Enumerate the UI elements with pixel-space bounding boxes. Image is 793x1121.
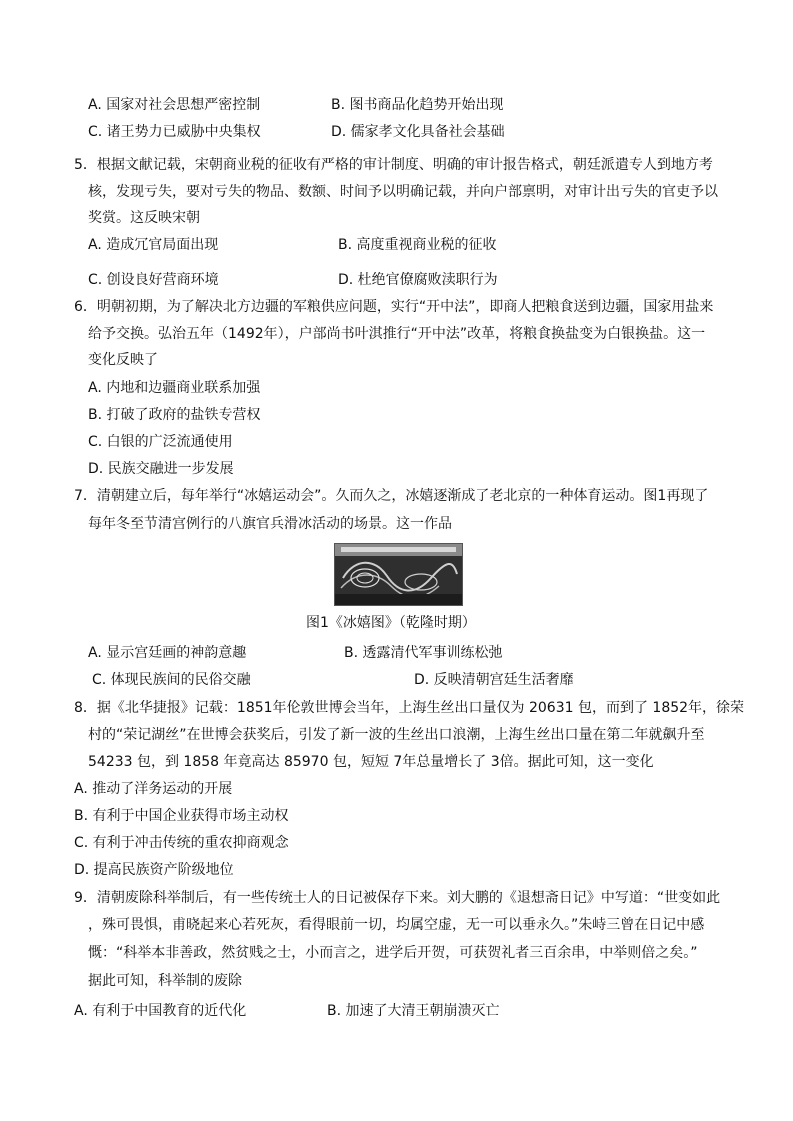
q5-option-d: D. 杜绝官僚腐败渎职行为 <box>338 272 498 288</box>
q9-stem-line-3: 慨：“科举本非善政，然贫贱之士，小而言之，进学后开贺，可获贺礼者三百余串，中举则倍之矣。” <box>88 945 698 961</box>
q6-option-d: D. 民族交融进一步发展 <box>88 461 234 477</box>
q5-stem-line-1: 5．根据文献记载，宋朝商业税的征收有严格的审计制度、明确的审计报告格式，朝廷派遣专人到地方考 <box>74 157 713 173</box>
q7-option-b: B. 透露清代军事训练松弛 <box>344 645 503 661</box>
q5-stem-line-3: 奖赏。这反映宋朝 <box>88 210 200 226</box>
q7-stem-line-1: 7．清朝建立后，每年举行“冰嬉运动会”。久而久之，冰嬉逐渐成了老北京的一种体育运动。图1再现了 <box>74 488 709 504</box>
q8-stem-line-3: 54233 包，到 1858 年竟高达 85970 包，短短 7年总量增长了 3倍。据此可知，这一变化 <box>88 754 654 770</box>
ice-play-painting-graphic <box>335 544 462 605</box>
q9-stem-line-1: 9．清朝废除科举制后，有一些传统士人的日记被保存下来。刘大鹏的《退想斋日记》中写道：“世变如此 <box>74 890 721 906</box>
q6-stem-line-1: 6．明朝初期，为了解决北方边疆的军粮供应问题，实行“开中法”，即商人把粮食送到边疆，国家用盐来 <box>74 299 714 315</box>
q9-option-b: B. 加速了大清王朝崩溃灭亡 <box>327 1003 500 1019</box>
q9-stem-line-4: 据此可知，科举制的废除 <box>88 973 242 989</box>
q6-option-c: C. 白银的广泛流通使用 <box>88 434 233 450</box>
q8-option-c: C. 有利于冲击传统的重农抑商观念 <box>74 835 289 851</box>
q6-stem-line-3: 变化反映了 <box>88 352 158 368</box>
q7-option-d: D. 反映清朝宫廷生活奢靡 <box>414 672 574 688</box>
q4-option-a: A. 国家对社会思想严密控制 <box>88 97 261 113</box>
q7-option-c: C. 体现民族间的民俗交融 <box>92 672 251 688</box>
q8-option-a: A. 推动了洋务运动的开展 <box>74 781 233 797</box>
q8-option-d: D. 提高民族资产阶级地位 <box>74 862 234 878</box>
q9-option-a: A. 有利于中国教育的近代化 <box>74 1003 247 1019</box>
q9-stem-line-2: ，殊可畏惧，甫晓起来心若死灰，看得眼前一切，均属空虚，无一可以垂永久。”朱峙三曾在日记中感 <box>88 917 705 933</box>
ice-play-painting <box>334 543 463 606</box>
q6-option-b: B. 打破了政府的盐铁专营权 <box>88 407 261 423</box>
q6-stem-line-2: 给予交换。弘治五年（1492年），户部尚书叶淇推行“开中法”改革，将粮食换盐变为白银换盐。这一 <box>88 326 706 342</box>
q4-option-c: C. 诸王势力已威胁中央集权 <box>88 124 261 140</box>
q8-stem-line-1: 8．据《北华捷报》记载：1851年伦敦世博会当年，上海生丝出口量仅为 20631 包，而到了 1852年，徐荣 <box>74 700 745 716</box>
q5-option-a: A. 造成冗官局面出现 <box>88 237 219 253</box>
q8-option-b: B. 有利于中国企业获得市场主动权 <box>74 808 289 824</box>
q5-stem-line-2: 核，发现亏失，要对亏失的物品、数额、时间予以明确记载，并向户部禀明，对审计出亏失的官吏予以 <box>88 184 718 200</box>
figure-caption: 图1《冰嬉图》（乾隆时期） <box>306 615 476 631</box>
q8-stem-line-2: 村的“荣记湖丝”在世博会获奖后，引发了新一波的生丝出口浪潮，上海生丝出口量在第二年就飙升至 <box>88 727 705 743</box>
q7-option-a: A. 显示宫廷画的神韵意趣 <box>88 645 247 661</box>
q4-option-b: B. 图书商品化趋势开始出现 <box>331 97 504 113</box>
q5-option-c: C. 创设良好营商环境 <box>88 272 219 288</box>
q7-stem-line-2: 每年冬至节清宫例行的八旗官兵滑冰活动的场景。这一作品 <box>88 516 452 532</box>
q5-option-b: B. 高度重视商业税的征收 <box>338 237 497 253</box>
q4-option-d: D. 儒家孝文化具备社会基础 <box>331 124 505 140</box>
q6-option-a: A. 内地和边疆商业联系加强 <box>88 380 261 396</box>
